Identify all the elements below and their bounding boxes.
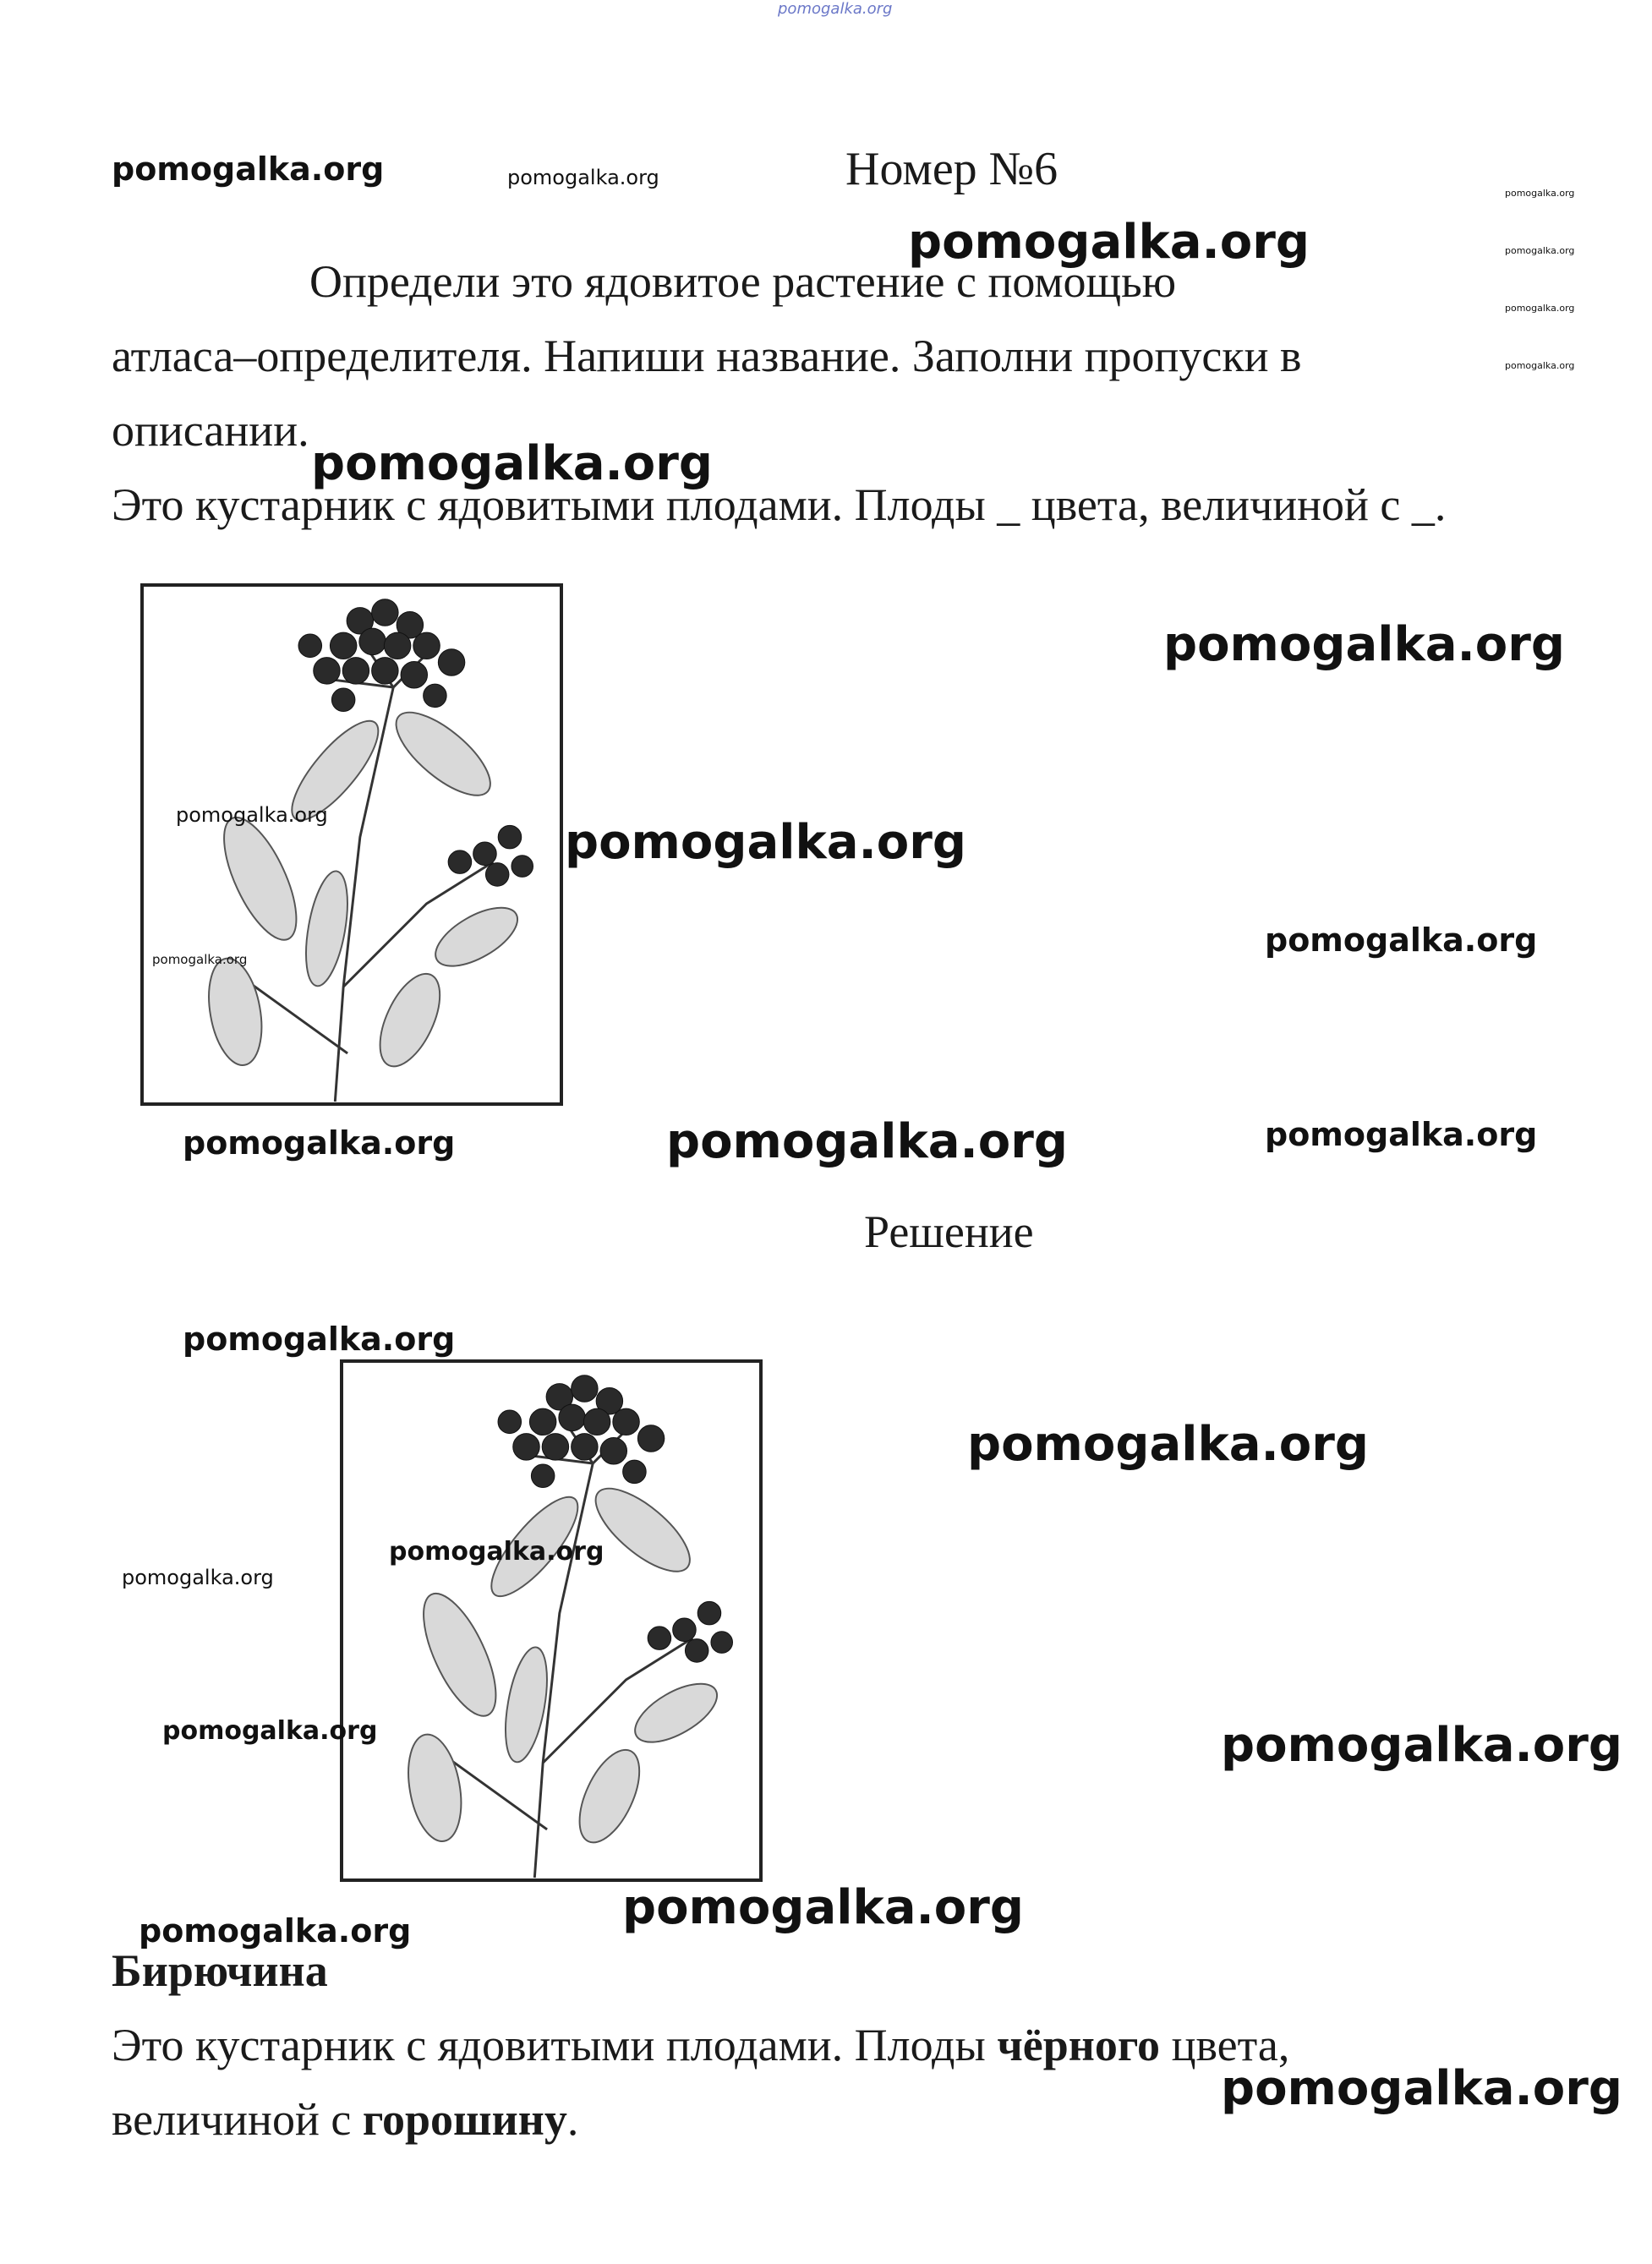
answer-end: . [566, 2094, 579, 2145]
answer-prefix: Это кустарник с ядовитыми плодами. Плоды [112, 2020, 998, 2070]
solution-heading: Решение [864, 1206, 1034, 1257]
watermark: pomogalka.org [666, 1114, 1068, 1169]
watermark: pomogalka.org [1505, 303, 1575, 314]
watermark: pomogalka.org [1265, 921, 1538, 959]
task-line-2: атласа–определителя. Напиши название. Заполни пропуски в [112, 331, 1302, 381]
watermark: pomogalka.org [507, 166, 659, 189]
watermark: pomogalka.org [622, 1880, 1024, 1935]
answer-color: чёрного [997, 2020, 1161, 2070]
watermark: pomogalka.org [1221, 2061, 1622, 2116]
privet-branch-icon [343, 1363, 759, 1878]
task-title: Номер №6 [845, 143, 1058, 195]
watermark: pomogalka.org [1505, 188, 1575, 199]
watermark: pomogalka.org [1221, 1718, 1622, 1773]
watermark: pomogalka.org [565, 815, 966, 870]
watermark: pomogalka.org [908, 215, 1310, 270]
watermark: pomogalka.org [1505, 245, 1575, 256]
answer-size: горошину [362, 2094, 567, 2145]
watermark: pomogalka.org [183, 1124, 456, 1162]
watermark: pomogalka.org [152, 952, 248, 967]
task-line-4: Это кустарник с ядовитыми плодами. Плоды _ цвета, величиной с _. [112, 479, 1447, 530]
plant-illustration-solution [340, 1359, 763, 1882]
plant-name: Бирючина [112, 1945, 328, 1996]
plant-illustration-task [140, 583, 563, 1106]
answer-mid: цвета, [1160, 2020, 1290, 2070]
watermark: pomogalka.org [183, 1321, 456, 1358]
task-line-3: описании. [112, 405, 309, 456]
watermark: pomogalka.org [1505, 360, 1575, 371]
answer-line2-prefix: величиной с [112, 2094, 363, 2145]
task-line-1: Определи это ядовитое растение с помощью [309, 256, 1177, 307]
watermark: pomogalka.org [139, 1912, 412, 1950]
answer-line-2 [112, 2093, 578, 2146]
watermark: pomogalka.org [1163, 617, 1565, 672]
watermark: pomogalka.org [162, 1716, 378, 1746]
watermark: pomogalka.org [112, 150, 385, 188]
watermark: pomogalka.org [967, 1417, 1369, 1472]
watermark: pomogalka.org [311, 436, 713, 491]
watermark-top: pomogalka.org [778, 0, 893, 18]
privet-branch-icon [144, 587, 560, 1102]
watermark: pomogalka.org [176, 803, 328, 827]
answer-line-1 [112, 2019, 1289, 2071]
watermark: pomogalka.org [389, 1537, 604, 1567]
watermark: pomogalka.org [1265, 1116, 1538, 1153]
watermark: pomogalka.org [122, 1566, 274, 1589]
